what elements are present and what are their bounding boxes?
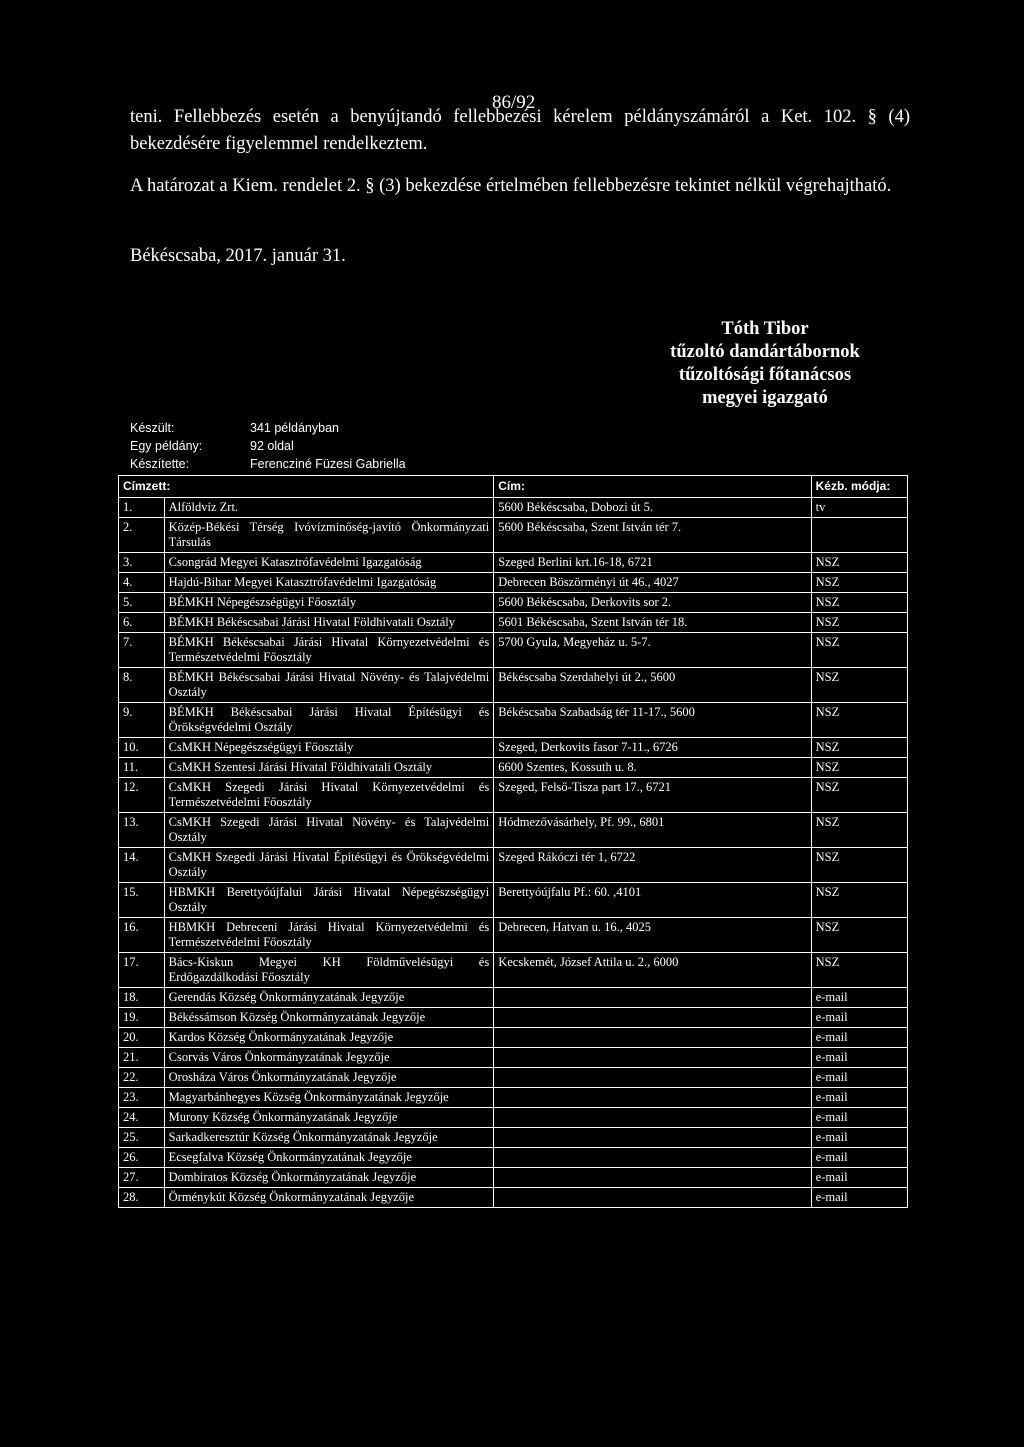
recipient-address: Kecskemét, József Attila u. 2., 6000 (494, 953, 811, 988)
signer-position: megyei igazgató (702, 388, 828, 408)
table-row (119, 703, 908, 738)
row-number: 23. (119, 1088, 165, 1108)
delivery-mode: e-mail (811, 1008, 907, 1028)
delivery-mode (811, 518, 907, 553)
signer-name: Tóth Tibor (721, 319, 809, 339)
row-number: 10. (119, 738, 165, 758)
recipient-address: Debrecen Böszörményi út 46., 4027 (494, 573, 811, 593)
recipient-address: 5600 Békéscsaba, Derkovits sor 2. (494, 593, 811, 613)
row-number: 28. (119, 1188, 165, 1208)
recipient-name: BÉMKH Békéscsabai Járási Hivatal Földhivatali Osztály (164, 613, 494, 633)
recipient-address: Szeged Berlini krt.16-18, 6721 (494, 553, 811, 573)
recipient-address (494, 988, 811, 1008)
table-row (119, 553, 908, 573)
recipient-address: Szeged, Derkovits fasor 7-11., 6726 (494, 738, 811, 758)
page-number: 86/92 (492, 92, 536, 113)
recipient-name: Dombiratos Község Önkormányzatának Jegyzője (164, 1168, 494, 1188)
row-number: 5. (119, 593, 165, 613)
table-row (119, 573, 908, 593)
row-number: 8. (119, 668, 165, 703)
row-number: 9. (119, 703, 165, 738)
delivery-mode: e-mail (811, 1108, 907, 1128)
recipient-address (494, 1088, 811, 1108)
recipient-name: Csorvás Város Önkormányzatának Jegyzője (164, 1048, 494, 1068)
recipient-name: BÉMKH Népegészségügyi Főosztály (164, 593, 494, 613)
recipient-name: Orosháza Város Önkormányzatának Jegyzője (164, 1068, 494, 1088)
delivery-mode: NSZ (811, 848, 907, 883)
recipient-name: HBMKH Berettyóújfalui Járási Hivatal Népegészségügyi Osztály (164, 883, 494, 918)
table-row (119, 1028, 908, 1048)
delivery-mode: NSZ (811, 738, 907, 758)
row-number: 12. (119, 778, 165, 813)
row-number: 22. (119, 1068, 165, 1088)
recipient-name: CsMKH Szegedi Járási Hivatal Építésügyi és Örökségvédelmi Osztály (164, 848, 494, 883)
table-row (119, 1068, 908, 1088)
recipient-address: 5700 Gyula, Megyeház u. 5-7. (494, 633, 811, 668)
delivery-mode: e-mail (811, 1028, 907, 1048)
recipient-address (494, 1148, 811, 1168)
row-number: 2. (119, 518, 165, 553)
recipient-address (494, 1068, 811, 1088)
table-row (119, 518, 908, 553)
delivery-mode: NSZ (811, 633, 907, 668)
row-number: 7. (119, 633, 165, 668)
recipient-name: Magyarbánhegyes Község Önkormányzatának Jegyzője (164, 1088, 494, 1108)
header-recipient: Címzett: (119, 476, 494, 498)
recipient-name: BÉMKH Békéscsabai Járási Hivatal Környezetvédelmi és Természetvédelmi Főosztály (164, 633, 494, 668)
delivery-mode: NSZ (811, 778, 907, 813)
recipient-name: Közép-Békési Térség Ivóvízminőség-javító Önkormányzati Társulás (164, 518, 494, 553)
row-number: 17. (119, 953, 165, 988)
row-number: 1. (119, 498, 165, 518)
meta-value: Ferencziné Füzesi Gabriella (250, 457, 406, 471)
recipient-name: Kardos Község Önkormányzatának Jegyzője (164, 1028, 494, 1048)
delivery-mode: NSZ (811, 613, 907, 633)
recipient-address: Békéscsaba Szerdahelyi út 2., 5600 (494, 668, 811, 703)
delivery-mode: NSZ (811, 953, 907, 988)
table-row (119, 668, 908, 703)
table-row (119, 883, 908, 918)
distribution-table (118, 475, 908, 1208)
recipient-name: Bács-Kiskun Megyei KH Földművelésügyi és Erdőgazdálkodási Főosztály (164, 953, 494, 988)
recipient-name: Csongrád Megyei Katasztrófavédelmi Igazgatóság (164, 553, 494, 573)
recipient-address (494, 1008, 811, 1028)
recipient-name: CsMKH Szegedi Járási Hivatal Környezetvédelmi és Természetvédelmi Főosztály (164, 778, 494, 813)
recipient-name: CsMKH Népegészségügyi Főosztály (164, 738, 494, 758)
recipient-address: 6600 Szentes, Kossuth u. 8. (494, 758, 811, 778)
delivery-mode: e-mail (811, 1068, 907, 1088)
recipient-address (494, 1128, 811, 1148)
meta-value: 92 oldal (250, 439, 294, 453)
recipient-name: Ecsegfalva Község Önkormányzatának Jegyzője (164, 1148, 494, 1168)
recipient-address: Szeged, Felső-Tisza part 17., 6721 (494, 778, 811, 813)
delivery-mode: e-mail (811, 1088, 907, 1108)
recipient-address (494, 1028, 811, 1048)
header-delivery: Kézb. módja: (811, 476, 907, 498)
recipient-address: Szeged Rákóczi tér 1, 6722 (494, 848, 811, 883)
delivery-mode: e-mail (811, 1148, 907, 1168)
table-row (119, 813, 908, 848)
recipient-address (494, 1168, 811, 1188)
row-number: 11. (119, 758, 165, 778)
table-header-row (119, 476, 908, 498)
signature-block (640, 318, 890, 410)
table-row (119, 1108, 908, 1128)
meta-copy (130, 437, 406, 455)
recipient-address: Békéscsaba Szabadság tér 11-17., 5600 (494, 703, 811, 738)
delivery-mode: e-mail (811, 1048, 907, 1068)
delivery-mode: e-mail (811, 1168, 907, 1188)
recipient-address (494, 1188, 811, 1208)
delivery-mode: NSZ (811, 813, 907, 848)
delivery-mode: e-mail (811, 1128, 907, 1148)
header-address: Cím: (494, 476, 811, 498)
recipient-name: HBMKH Debreceni Járási Hivatal Környezetvédelmi és Természetvédelmi Főosztály (164, 918, 494, 953)
row-number: 18. (119, 988, 165, 1008)
table-row (119, 988, 908, 1008)
recipient-address: Berettyóújfalu Pf.: 60. ,4101 (494, 883, 811, 918)
table-row (119, 1168, 908, 1188)
delivery-mode: NSZ (811, 668, 907, 703)
meta-value: 341 példányban (250, 421, 339, 435)
row-number: 6. (119, 613, 165, 633)
row-number: 25. (119, 1128, 165, 1148)
recipient-address: 5600 Békéscsaba, Dobozi út 5. (494, 498, 811, 518)
table-row (119, 778, 908, 813)
recipient-name: Örménykút Község Önkormányzatának Jegyzője (164, 1188, 494, 1208)
table-row (119, 498, 908, 518)
recipient-name: BÉMKH Békéscsabai Járási Hivatal Növény- és Talajvédelmi Osztály (164, 668, 494, 703)
recipient-name: Hajdú-Bihar Megyei Katasztrófavédelmi Igazgatóság (164, 573, 494, 593)
delivery-mode: e-mail (811, 988, 907, 1008)
table-body (119, 498, 908, 1208)
recipient-name: BÉMKH Békéscsabai Járási Hivatal Építésügyi és Örökségvédelmi Osztály (164, 703, 494, 738)
recipient-name: Alföldvíz Zrt. (164, 498, 494, 518)
table-row (119, 613, 908, 633)
delivery-mode: e-mail (811, 1188, 907, 1208)
paragraph-enforcement: A határozat a Kiem. rendelet 2. § (3) bekezdése értelmében fellebbezésre tekintet nélkül végrehajtható. (130, 176, 892, 196)
recipient-name: Murony Község Önkormányzatának Jegyzője (164, 1108, 494, 1128)
document-meta (130, 419, 406, 473)
meta-author (130, 455, 406, 473)
recipient-address: 5601 Békéscsaba, Szent István tér 18. (494, 613, 811, 633)
recipient-name: CsMKH Szegedi Járási Hivatal Növény- és Talajvédelmi Osztály (164, 813, 494, 848)
recipient-name: CsMKH Szentesi Járási Hivatal Földhivatali Osztály (164, 758, 494, 778)
table-row (119, 848, 908, 883)
recipient-address: 5600 Békéscsaba, Szent István tér 7. (494, 518, 811, 553)
table-row (119, 738, 908, 758)
row-number: 20. (119, 1028, 165, 1048)
paragraph-appeal: teni. Fellebbezés esetén a benyújtandó fellebbezési kérelem példányszámáról a Ket. 102. § (4) bekezdésére figyelemmel rendelkeztem. (130, 107, 910, 154)
delivery-mode: NSZ (811, 918, 907, 953)
recipient-address (494, 1048, 811, 1068)
signer-rank: tűzoltó dandártábornok (670, 342, 860, 362)
table-row (119, 593, 908, 613)
date-line: Békéscsaba, 2017. január 31. (130, 246, 346, 266)
recipient-name: Gerendás Község Önkormányzatának Jegyzője (164, 988, 494, 1008)
row-number: 27. (119, 1168, 165, 1188)
table-row (119, 918, 908, 953)
row-number: 26. (119, 1148, 165, 1168)
table-row (119, 1188, 908, 1208)
table-row (119, 1148, 908, 1168)
recipient-name: Békéssámson Község Önkormányzatának Jegyzője (164, 1008, 494, 1028)
meta-label: Készült: (130, 421, 175, 435)
row-number: 16. (119, 918, 165, 953)
row-number: 14. (119, 848, 165, 883)
row-number: 13. (119, 813, 165, 848)
meta-label: Egy példány: (130, 439, 203, 453)
delivery-mode: NSZ (811, 593, 907, 613)
delivery-mode: NSZ (811, 703, 907, 738)
table-row (119, 953, 908, 988)
recipient-address (494, 1108, 811, 1128)
table-row (119, 1088, 908, 1108)
signer-title: tűzoltósági főtanácsos (678, 365, 852, 385)
recipient-name: Sarkadkeresztúr Község Önkormányzatának Jegyzője (164, 1128, 494, 1148)
row-number: 4. (119, 573, 165, 593)
row-number: 3. (119, 553, 165, 573)
row-number: 24. (119, 1108, 165, 1128)
table-row (119, 1048, 908, 1068)
row-number: 15. (119, 883, 165, 918)
delivery-mode: NSZ (811, 573, 907, 593)
recipient-address: Hódmezővásárhely, Pf. 99., 6801 (494, 813, 811, 848)
delivery-mode: tv (811, 498, 907, 518)
meta-label: Készítette: (130, 457, 190, 471)
delivery-mode: NSZ (811, 758, 907, 778)
table-row (119, 758, 908, 778)
table-row (119, 1008, 908, 1028)
recipient-address: Debrecen, Hatvan u. 16., 4025 (494, 918, 811, 953)
row-number: 19. (119, 1008, 165, 1028)
row-number: 21. (119, 1048, 165, 1068)
delivery-mode: NSZ (811, 883, 907, 918)
delivery-mode: NSZ (811, 553, 907, 573)
meta-prepared (130, 419, 406, 437)
table-row (119, 633, 908, 668)
table-row (119, 1128, 908, 1148)
